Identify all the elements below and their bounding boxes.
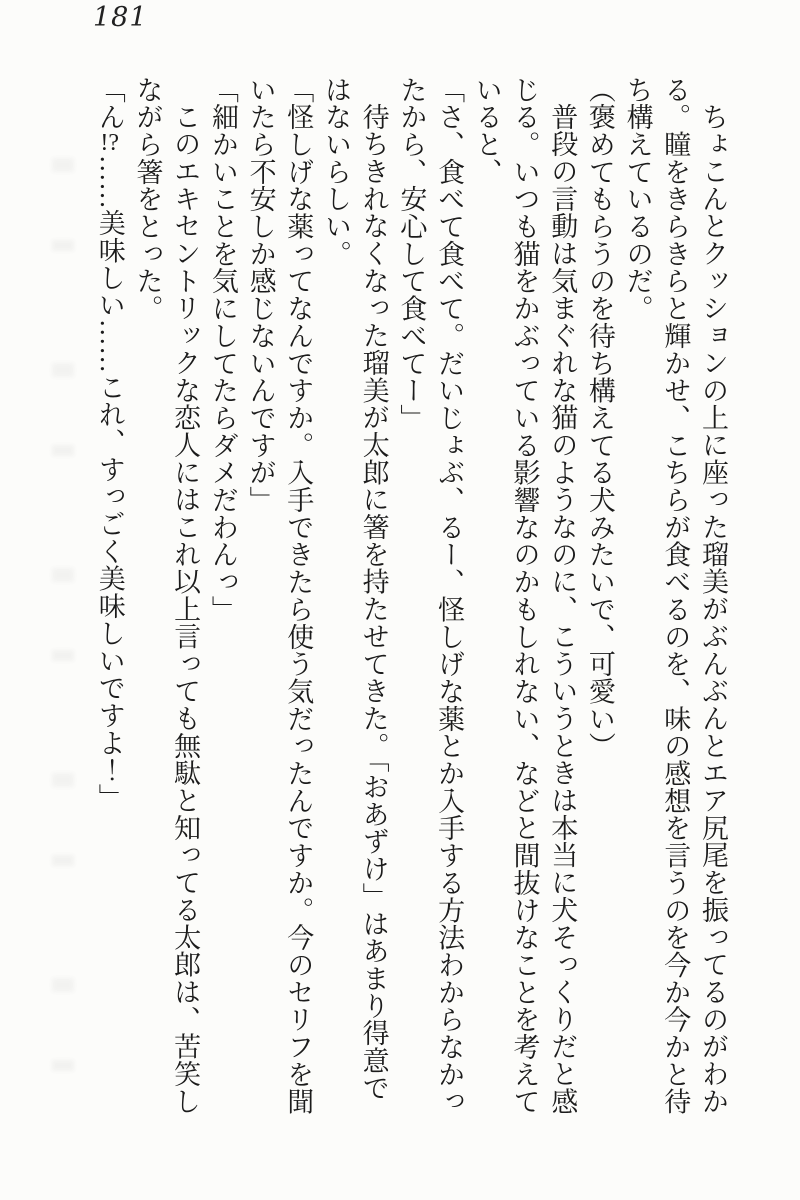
text-column-01: ちょこんとクッションの上に座った瑠美がぶんぶんとエア尻尾を振ってるのがわか	[698, 103, 728, 1116]
page-number: 181	[93, 2, 148, 33]
text-column-16: ながら箸をとった。	[132, 76, 163, 323]
text-column-07: いると、	[471, 76, 502, 186]
text-column-04: （褒めてもらうのを待ち構えてる犬みたいで、可愛い）	[584, 76, 615, 760]
interrobang-tatechuyoko: !?	[100, 130, 120, 155]
text-column-06: じる。いつも猫をかぶっている影響なのかもしれない、などと間抜けなことを考えて	[509, 76, 540, 1116]
text-column-11: はないらしい。	[320, 76, 351, 268]
vertical-text-block	[90, 76, 731, 1120]
text-column-03: ち構えているのだ。	[622, 76, 653, 323]
text-column-12: 「怪しげな薬ってなんですか。入手できたら使う気だったんですか。今のセリフを聞	[283, 76, 314, 1116]
text-column-10: 待ちきれなくなった瑠美が太郎に箸を持たせてきた。「おあずけ」はあまり得意で	[358, 103, 389, 1102]
text-column-13: いたら不安しか感じないんですが」	[245, 76, 276, 514]
text-column-15: このエキセントリックな恋人にはこれ以上言っても無駄と知ってる太郎は、苦笑し	[170, 103, 201, 1116]
text-column-09: たから、安心して食べてー」	[396, 76, 427, 432]
text-column-02: る。瞳をきらきらと輝かせ、こちらが食べるのを、味の感想を言うのを今か今かと待	[660, 76, 691, 1116]
text-column-14: 「細かいことを気にしてたらダメだわんっ」	[207, 76, 238, 623]
text-column-17: 「ん!?……美味しい……これ、すっごく美味しいですよ！」	[94, 76, 125, 812]
scan-bleedthrough-artifact	[52, 120, 74, 1120]
text-column-08: 「さ、食べて食べて。だいじょぶ、るー、怪しげな薬とか入手する方法わからなかっ	[434, 76, 465, 1116]
text-column-05: 普段の言動は気まぐれな猫のようなのに、こういうときは本当に犬そっくりだと感	[547, 103, 578, 1116]
